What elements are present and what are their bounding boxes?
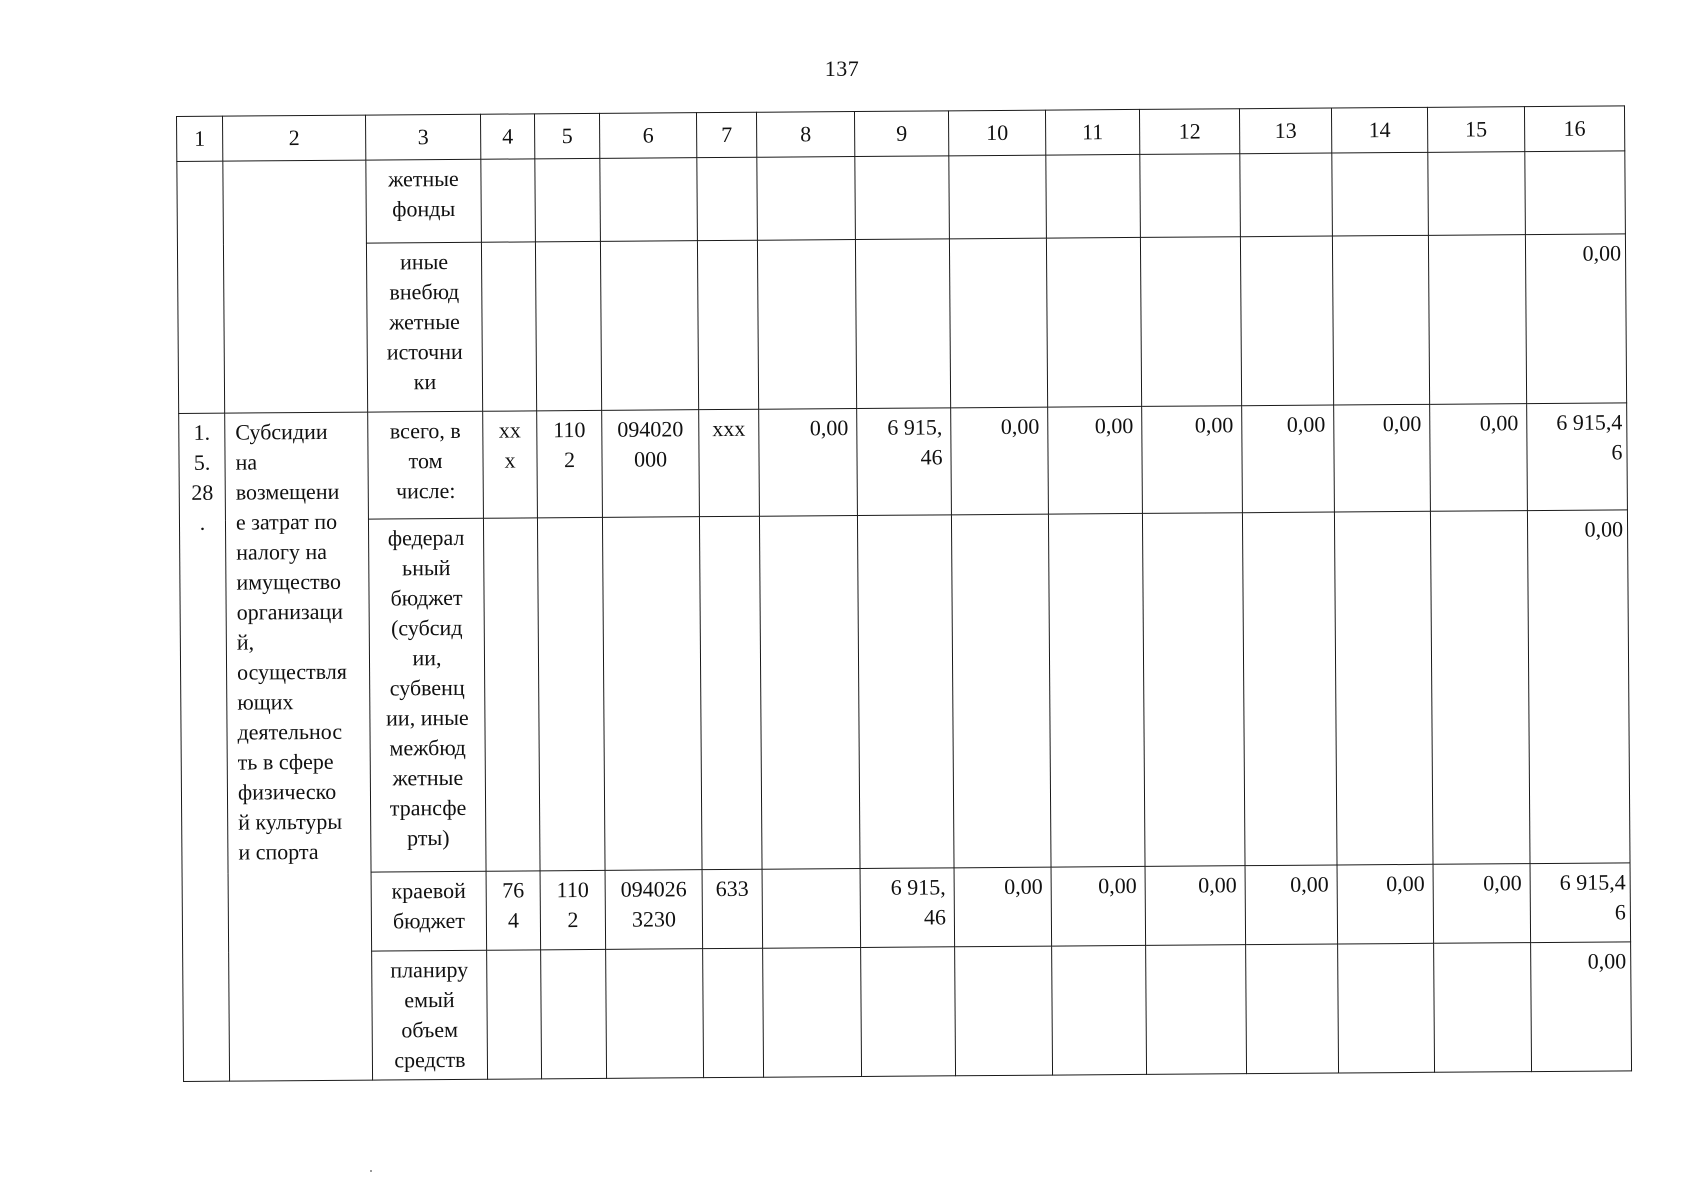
value-cell: 0,00 (759, 409, 858, 517)
header-cell: 2 (223, 115, 366, 161)
grbs-code-cell: хх х (483, 411, 538, 518)
value-cell: 0,00 (1430, 404, 1528, 512)
table-cell (855, 239, 950, 409)
table-cell (857, 515, 954, 869)
table-row (179, 403, 1628, 521)
table-cell (487, 950, 542, 1079)
table-cell (1332, 152, 1429, 236)
table-cell (1525, 151, 1626, 235)
header-cell: 6 (599, 113, 696, 159)
funding-source-cell: федерал ьный бюджет (субсид ии, субвенц ии, иные межбюд жетные трансфе рты) (368, 518, 486, 872)
header-cell: 8 (756, 112, 854, 158)
grbs-code-cell: 76 4 (486, 871, 541, 950)
budget-table (176, 105, 1632, 1082)
table-cell (763, 948, 862, 1078)
table-cell (855, 156, 950, 240)
header-cell: 12 (1139, 109, 1239, 155)
funding-source-cell: иные внебюд жетные источни ки (366, 242, 482, 412)
value-cell: 0,00 (1142, 406, 1243, 514)
table-cell (697, 240, 758, 409)
table-cell (481, 159, 536, 242)
header-cell: 9 (854, 111, 948, 157)
value-cell: 6 915, 46 (857, 408, 952, 516)
table-cell (1140, 154, 1241, 238)
table-cell (949, 238, 1047, 408)
description-cell: Субсидии на возмещени е затрат по налогу на имущество организаци й, осуществля ющих деятельнос ть в сфере физическо й культуры и спорта (225, 412, 373, 1081)
header-cell: 3 (365, 114, 480, 160)
table-cell (1140, 237, 1241, 407)
value-cell: 0,00 (1051, 866, 1146, 946)
table-cell (483, 518, 540, 871)
header-cell: 11 (1045, 109, 1139, 155)
table-cell (537, 517, 605, 870)
table-cell (757, 157, 856, 241)
expense-type-cell: 633 (702, 869, 763, 948)
value-cell: 0,00 (1337, 864, 1434, 944)
value-cell: 6 915, 46 (860, 868, 955, 948)
table-row (179, 510, 1630, 874)
header-cell: 13 (1239, 108, 1331, 154)
table-cell (861, 947, 956, 1077)
table-cell (600, 241, 698, 411)
table-cell (949, 155, 1047, 239)
header-cell: 15 (1427, 107, 1524, 153)
header-cell: 4 (480, 114, 534, 159)
table-cell (1338, 943, 1435, 1073)
target-code-cell: 094026 3230 (605, 870, 703, 950)
value-cell: 0,00 (1242, 405, 1335, 513)
table-cell (535, 241, 601, 410)
funding-source-cell: всего, в том числе: (368, 411, 484, 519)
total-value-cell: 0,00 (1527, 510, 1630, 864)
table-cell (1046, 237, 1141, 407)
value-cell: 0,00 (1245, 865, 1338, 945)
header-cell: 5 (534, 113, 599, 158)
table-cell (699, 516, 762, 869)
table-cell (703, 948, 764, 1077)
target-code-cell: 094020 000 (602, 410, 700, 518)
total-value-cell: 6 915,4 6 (1530, 863, 1631, 943)
total-value-cell: 6 915,4 6 (1527, 403, 1628, 511)
table-cell (1430, 511, 1530, 865)
page-number: 137 (824, 56, 860, 81)
value-cell: 0,00 (1334, 404, 1431, 512)
table-cell (759, 516, 860, 870)
table-cell (1332, 235, 1429, 405)
expense-type-cell: ххх (699, 409, 760, 516)
value-cell: 0,00 (1048, 406, 1143, 514)
funding-source-cell: планиру емый объем средств (372, 950, 488, 1080)
table-cell (481, 242, 536, 411)
table-cell (1046, 154, 1141, 238)
total-value-cell: 0,00 (1525, 234, 1626, 404)
row-number-cell (177, 161, 225, 413)
table-cell (1428, 152, 1526, 236)
table-cell (1240, 153, 1333, 237)
table-cell (1142, 513, 1245, 867)
value-cell: 0,00 (954, 867, 1052, 947)
table-cell (757, 240, 856, 410)
table-cell (951, 514, 1051, 868)
funding-source-cell: жетные фонды (366, 159, 482, 243)
header-cell: 14 (1331, 107, 1427, 153)
table-row (182, 863, 1631, 953)
table-cell (1242, 512, 1337, 866)
table-cell (955, 946, 1053, 1076)
table-cell (600, 158, 698, 242)
total-value-cell: 0,00 (1531, 942, 1632, 1072)
table-cell (606, 949, 704, 1079)
table-cell (541, 949, 607, 1078)
table-cell (1052, 945, 1147, 1075)
table-cell (1434, 943, 1532, 1073)
header-cell: 7 (696, 112, 756, 157)
header-cell: 1 (177, 116, 223, 161)
table-cell (697, 157, 758, 240)
description-cell (223, 160, 368, 413)
header-cell: 10 (948, 110, 1045, 156)
table-row (177, 234, 1626, 414)
table-cell (602, 517, 702, 871)
value-cell: 0,00 (951, 407, 1049, 515)
section-code-cell: 110 2 (537, 410, 603, 517)
table-cell (1146, 945, 1247, 1075)
table-row (183, 942, 1632, 1082)
table-cell (1240, 236, 1333, 406)
row-number-cell: 1. 5. 28 . (179, 413, 230, 1081)
section-code-cell: 110 2 (540, 870, 606, 949)
table-cell (1428, 235, 1526, 405)
scan-artifact (370, 1170, 372, 1172)
table-cell (535, 158, 601, 241)
table-cell (1048, 513, 1145, 867)
table-cell (1246, 944, 1339, 1074)
value-cell: 0,00 (1145, 866, 1246, 946)
table-row (177, 151, 1626, 245)
table-cell (762, 869, 861, 949)
header-cell: 16 (1524, 106, 1624, 152)
table-cell (1334, 511, 1433, 865)
value-cell: 0,00 (1433, 864, 1531, 944)
funding-source-cell: краевой бюджет (371, 871, 487, 951)
